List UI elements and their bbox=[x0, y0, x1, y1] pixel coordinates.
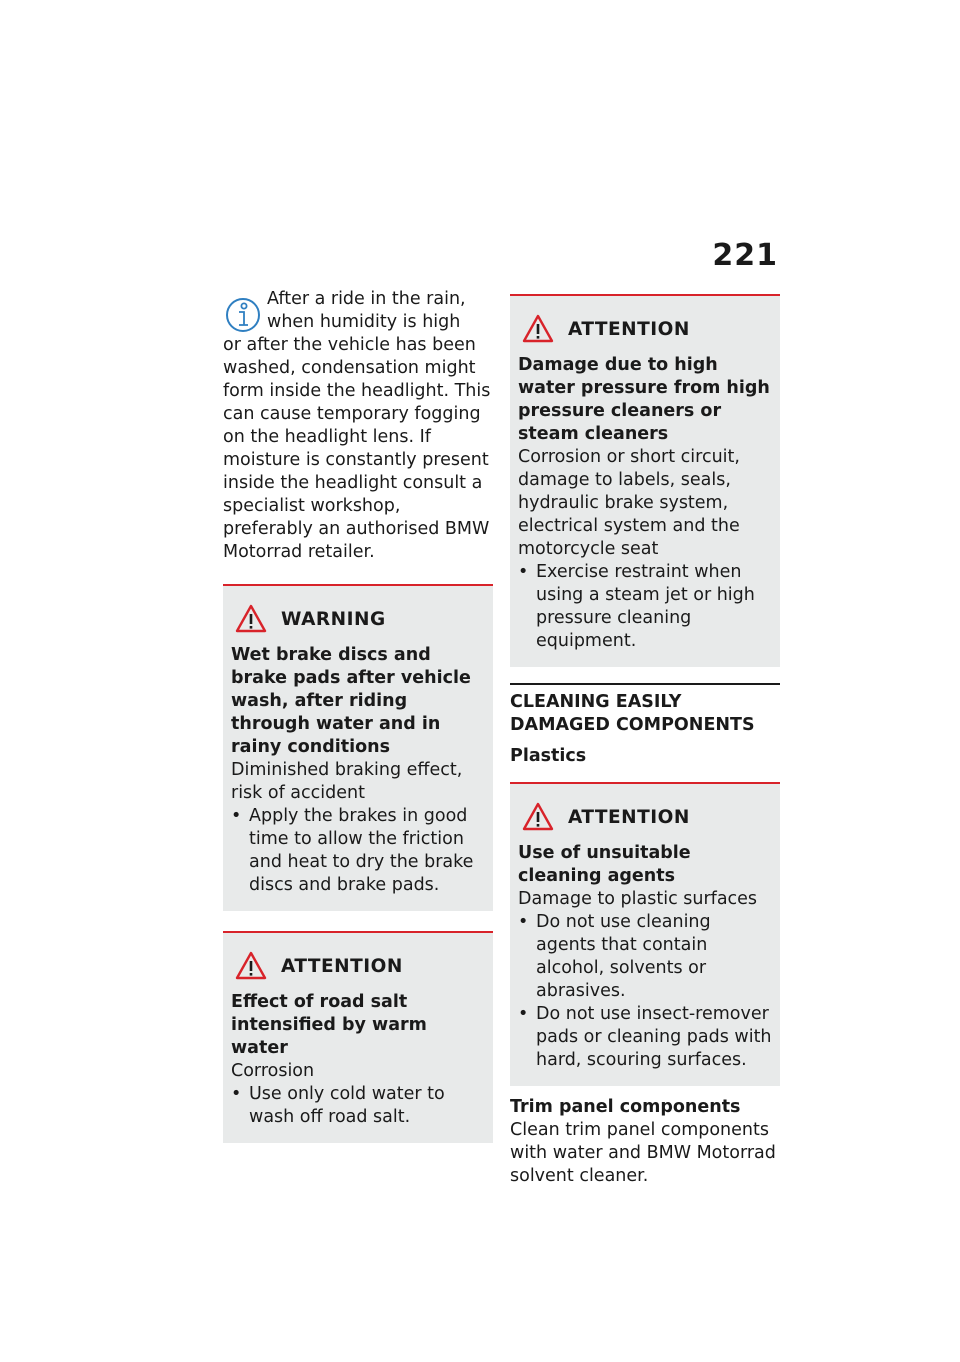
attention-subject: Use of unsuitable cleaning agents bbox=[518, 843, 691, 886]
list-item: • Apply the brakes in good time to allow the friction and heat to dry the brake discs and brake pads. bbox=[231, 805, 485, 897]
trim-panel-heading: Trim panel components bbox=[510, 1097, 741, 1117]
trim-panel-block bbox=[510, 1096, 780, 1188]
list-item: • Do not use insect-remover pads or cleaning pads with hard, scouring surfaces. bbox=[518, 1003, 772, 1072]
info-note bbox=[223, 288, 493, 564]
trim-panel-text: Clean trim panel components with water and BMW Motorrad solvent cleaner. bbox=[510, 1120, 776, 1186]
attention-consequence: Corrosion bbox=[231, 1061, 315, 1081]
attention-title: ATTENTION bbox=[568, 806, 690, 828]
attention-action-list bbox=[518, 561, 772, 653]
warning-triangle-icon bbox=[235, 951, 267, 981]
right-column bbox=[510, 288, 780, 1188]
info-text-line-1: After a ride in the rain, bbox=[267, 289, 466, 309]
attention-subject: Damage due to high water pressure from high pressure cleaners or steam cleaners bbox=[518, 355, 770, 444]
attention-title: ATTENTION bbox=[568, 318, 690, 340]
info-icon bbox=[225, 294, 261, 336]
attention-subject: Effect of road salt intensified by warm water bbox=[231, 992, 427, 1058]
warning-consequence: Diminished braking effect, risk of accident bbox=[231, 760, 463, 803]
list-item: • Exercise restraint when using a steam jet or high pressure cleaning equipment. bbox=[518, 561, 772, 653]
section-title: CLEANING EASILY DAMAGED COMPONENTS bbox=[510, 683, 780, 737]
list-item: • Do not use cleaning agents that contain alcohol, solvents or abrasives. bbox=[518, 911, 772, 1003]
attention-consequence: Damage to plastic surfaces bbox=[518, 889, 758, 909]
warning-notice-wet-brakes bbox=[223, 584, 493, 911]
page-number: 221 bbox=[712, 238, 778, 273]
left-column bbox=[223, 288, 493, 1143]
warning-triangle-icon bbox=[522, 802, 554, 832]
attention-notice-cleaning-agents bbox=[510, 782, 780, 1086]
plastics-heading: Plastics bbox=[510, 746, 587, 766]
attention-action-list bbox=[518, 911, 772, 1072]
attention-notice-road-salt bbox=[223, 931, 493, 1143]
info-text-line-2: when humidity is high bbox=[267, 312, 461, 332]
warning-action-list bbox=[231, 805, 485, 897]
warning-subject: Wet brake discs and brake pads after vehicle wash, after riding through water and in rainy conditions bbox=[231, 645, 471, 757]
attention-title: ATTENTION bbox=[281, 955, 403, 977]
attention-consequence: Corrosion or short circuit, damage to labels, seals, hydraulic brake system, electrical system and the motorcycle seat bbox=[518, 447, 740, 559]
list-item: • Use only cold water to wash off road salt. bbox=[231, 1083, 485, 1129]
warning-triangle-icon bbox=[522, 314, 554, 344]
warning-title: WARNING bbox=[281, 608, 386, 630]
attention-action-list bbox=[231, 1083, 485, 1129]
warning-triangle-icon bbox=[235, 604, 267, 634]
info-text: or after the vehicle has been washed, condensation might form inside the headlight. This can cause temporary fogging on the headlight lens. If moisture is constantly present inside the headlight consult a specialist workshop, preferably an authorised BMW Motorrad retailer. bbox=[223, 335, 491, 562]
attention-notice-high-pressure bbox=[510, 294, 780, 667]
